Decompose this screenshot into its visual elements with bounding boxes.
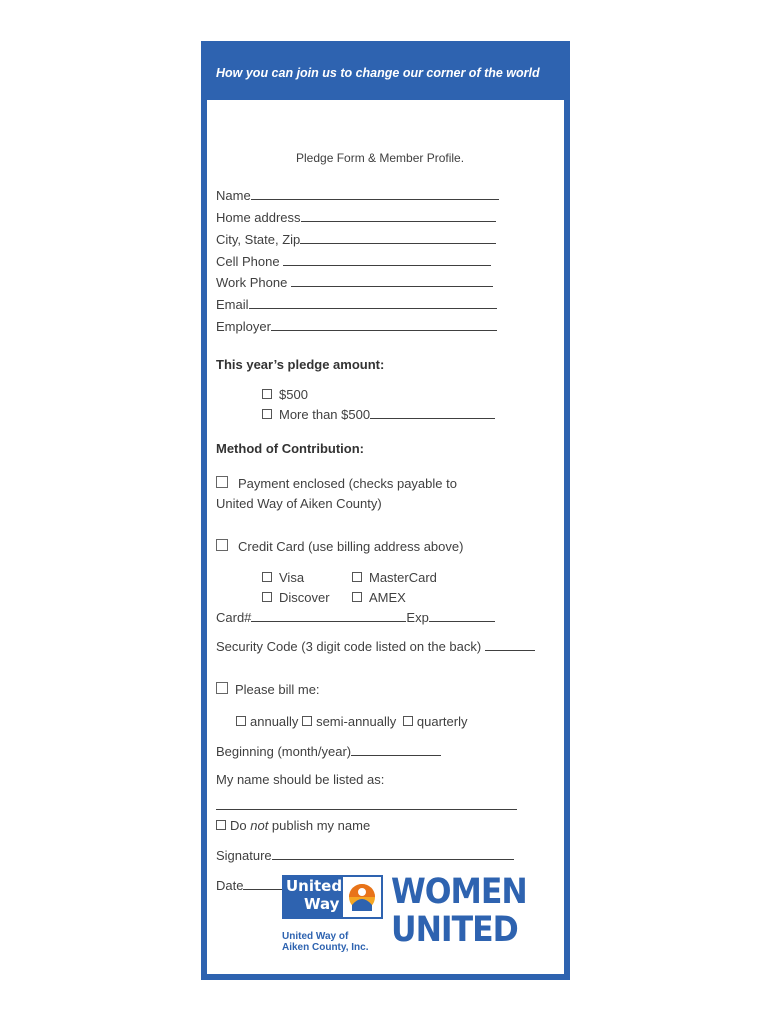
signature-label: Signature [216, 848, 272, 863]
city-state-zip-label: City, State, Zip [216, 232, 301, 247]
united-way-logo [282, 875, 383, 919]
pledge-option-500[interactable] [262, 387, 308, 402]
date-label: Date [216, 878, 244, 893]
uw-word1: United [286, 877, 343, 895]
checkbox[interactable] [262, 389, 272, 399]
employer-line[interactable] [271, 318, 497, 331]
beginning-label: Beginning (month/year) [216, 744, 352, 759]
visa-option[interactable] [262, 570, 304, 585]
payment-enclosed-option[interactable] [216, 476, 457, 491]
email-label: Email [216, 297, 249, 312]
city-state-zip-field[interactable] [216, 231, 496, 247]
uw-word2: Way [304, 895, 340, 913]
checkbox[interactable] [302, 716, 312, 726]
home-address-label: Home address [216, 210, 301, 225]
billing-frequency [236, 714, 467, 729]
discover-label: Discover [279, 590, 330, 605]
mastercard-label: MasterCard [369, 570, 437, 585]
checkbox[interactable] [352, 572, 362, 582]
checkbox[interactable] [216, 820, 226, 830]
wu-line2: UNITED [391, 910, 518, 950]
payment-enclosed-label-2: United Way of Aiken County) [216, 496, 382, 511]
semi-annually-label: semi-annually [316, 714, 397, 729]
credit-card-label: Credit Card (use billing address above) [238, 539, 464, 554]
quarterly-option[interactable] [403, 714, 468, 729]
do-not-publish-em: not [250, 818, 269, 833]
work-phone-line[interactable] [291, 274, 493, 287]
city-state-zip-line[interactable] [300, 231, 496, 244]
united-way-subtitle [282, 931, 369, 953]
name-line[interactable] [251, 187, 499, 200]
form-body [207, 100, 564, 974]
annually-option[interactable] [236, 714, 298, 729]
visa-label: Visa [279, 570, 305, 585]
listed-as-label: My name should be listed as: [216, 772, 385, 787]
semi-annually-option[interactable] [302, 714, 396, 729]
annually-label: annually [250, 714, 299, 729]
women-united-logo [391, 873, 527, 949]
pledge-heading: This year’s pledge amount: [216, 357, 385, 372]
uw-sub-line1: United Way of [282, 931, 349, 942]
card-number-line[interactable] [251, 609, 406, 622]
home-address-field[interactable] [216, 209, 496, 225]
work-phone-label: Work Phone [216, 275, 288, 290]
employer-label: Employer [216, 319, 271, 334]
quarterly-label: quarterly [416, 714, 468, 729]
signature-line[interactable] [272, 847, 514, 860]
security-code-line[interactable] [485, 638, 535, 651]
bill-me-label: Please bill me: [235, 682, 320, 697]
checkbox[interactable] [216, 682, 228, 694]
amex-option[interactable] [352, 590, 406, 605]
listed-as-line[interactable] [216, 797, 517, 810]
mastercard-option[interactable] [352, 570, 437, 585]
home-address-line[interactable] [301, 209, 496, 222]
checkbox[interactable] [262, 572, 272, 582]
email-field[interactable] [216, 296, 497, 312]
card-number-label: Card# [216, 610, 252, 625]
signature-field[interactable] [216, 847, 514, 863]
security-code-label: Security Code (3 digit code listed on the back) [216, 639, 482, 654]
header-title: How you can join us to change our corner of the world [216, 66, 540, 80]
exp-label: Exp [406, 610, 429, 625]
bill-me-option[interactable] [216, 682, 320, 697]
form-subtitle: Pledge Form & Member Profile. [296, 151, 465, 165]
email-line[interactable] [249, 296, 497, 309]
wu-line1: WOMEN [391, 872, 527, 912]
pledge-more-line[interactable] [370, 406, 495, 419]
pledge-card [201, 41, 570, 980]
beginning-line[interactable] [351, 743, 441, 756]
discover-option[interactable] [262, 590, 330, 605]
do-not-publish-post: publish my name [268, 818, 371, 833]
cell-phone-field[interactable] [216, 253, 491, 269]
name-label: Name [216, 188, 251, 203]
pledge-500-label: $500 [279, 387, 308, 402]
checkbox[interactable] [403, 716, 413, 726]
card-header [201, 41, 570, 100]
method-heading: Method of Contribution: [216, 441, 365, 456]
uw-sub-line2: Aiken County, Inc. [282, 942, 369, 953]
checkbox[interactable] [236, 716, 246, 726]
pledge-more-label: More than $500 [279, 407, 371, 422]
checkbox[interactable] [352, 592, 362, 602]
employer-field[interactable] [216, 318, 497, 334]
name-field[interactable] [216, 187, 499, 203]
card-number-field[interactable] [216, 609, 495, 625]
do-not-publish-pre: Do [230, 818, 251, 833]
amex-label: AMEX [369, 590, 406, 605]
checkbox[interactable] [216, 539, 228, 551]
cell-phone-line[interactable] [283, 253, 491, 266]
checkbox[interactable] [262, 409, 272, 419]
work-phone-field[interactable] [216, 274, 493, 290]
exp-line[interactable] [429, 609, 495, 622]
checkbox[interactable] [216, 476, 228, 488]
security-code-field[interactable] [216, 638, 535, 654]
credit-card-option[interactable] [216, 539, 463, 554]
do-not-publish-option[interactable] [216, 818, 370, 833]
pledge-option-more[interactable] [262, 406, 495, 422]
payment-enclosed-label: Payment enclosed (checks payable to [238, 476, 457, 491]
beginning-field[interactable] [216, 743, 441, 759]
checkbox[interactable] [262, 592, 272, 602]
cell-phone-label: Cell Phone [216, 254, 280, 269]
